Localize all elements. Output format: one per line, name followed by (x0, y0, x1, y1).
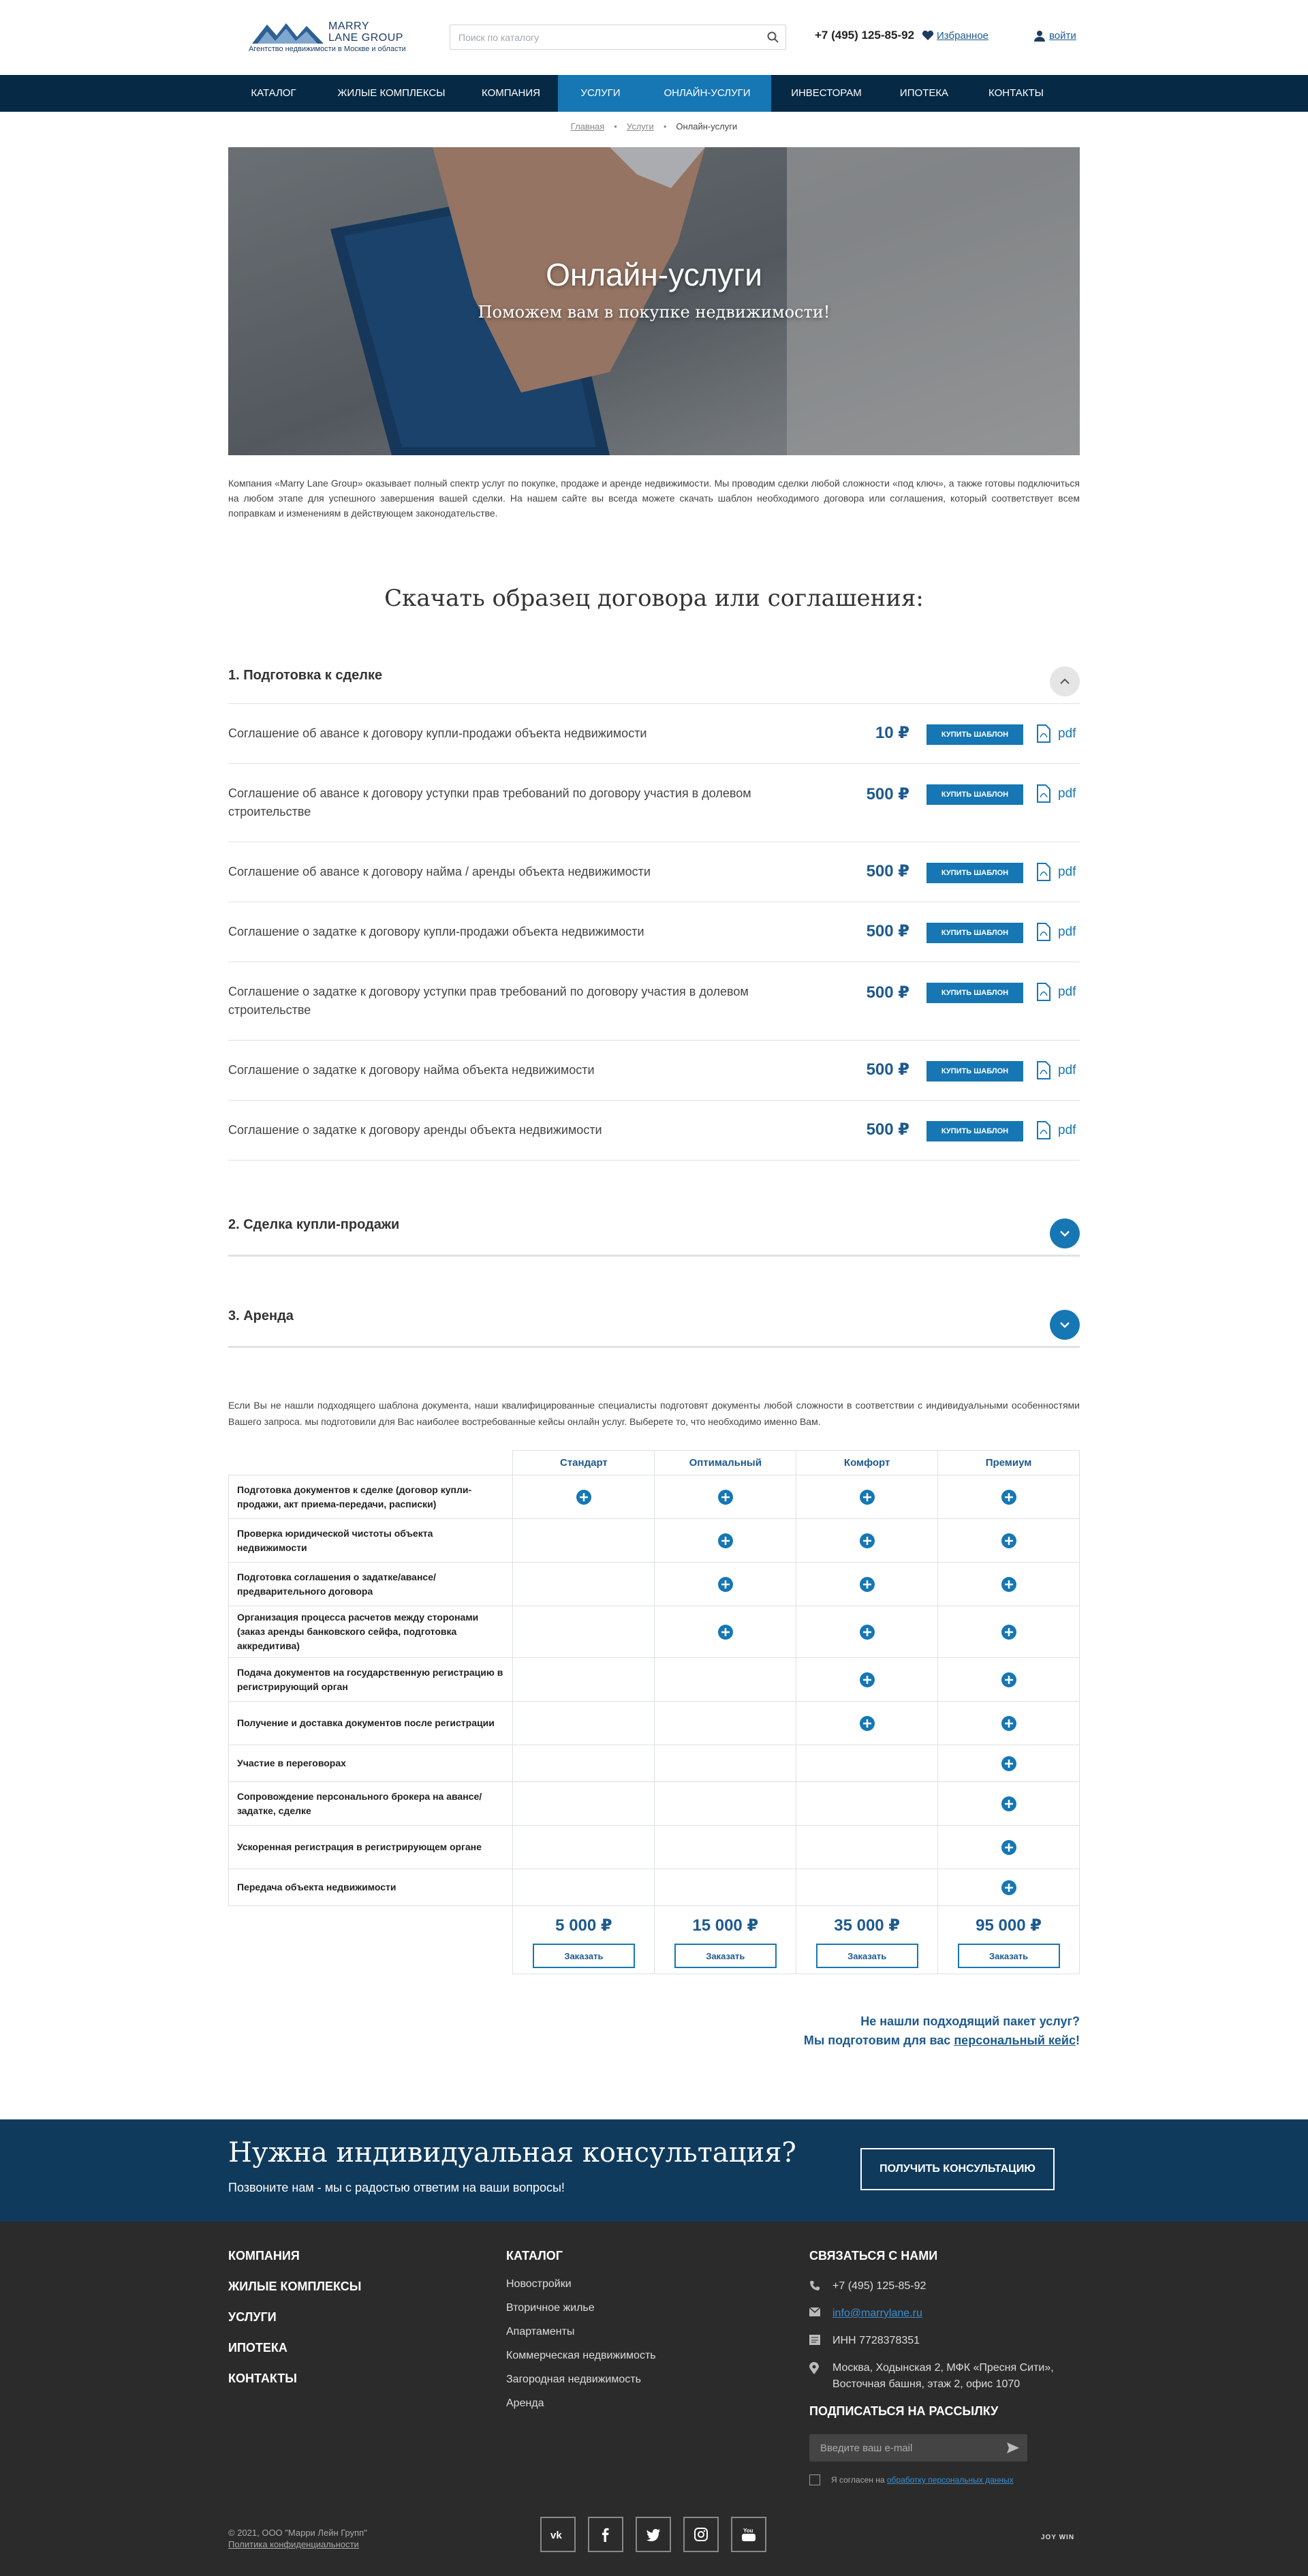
feature-cell (938, 1519, 1080, 1563)
social-links (540, 2517, 766, 2552)
document-price: 500 ₽ (866, 922, 909, 940)
logo-line1: MARRY (328, 20, 369, 32)
pdf-label: pdf (1058, 726, 1076, 741)
login-link[interactable] (1049, 30, 1076, 42)
nav-item-investors[interactable]: ИНВЕСТОРАМ (791, 87, 862, 99)
facebook-link[interactable] (588, 2517, 623, 2552)
header-phone[interactable]: +7 (495) 125-85-92 (815, 29, 915, 42)
logo-tagline: Агентство недвижимости в Москве и области (249, 45, 406, 53)
feature-cell (796, 1606, 938, 1658)
youtube-icon (741, 2527, 756, 2542)
order-button[interactable]: Заказать (533, 1944, 635, 1968)
feature-label: Сопровождение персонального брокера на авансе/задатке, сделке (229, 1782, 513, 1826)
feature-label: Проверка юридической чистоты объекта недвижимости (229, 1519, 513, 1563)
package-price: 5 000 ₽ (555, 1916, 612, 1935)
feature-cell (513, 1658, 655, 1702)
feature-cell (938, 1702, 1080, 1745)
package-price-cell (938, 1906, 1080, 1974)
footer-email[interactable]: info@marrylane.ru (832, 2307, 922, 2319)
copyright: © 2021, ООО "Марри Лейн Групп" (228, 2528, 367, 2538)
favorites-link[interactable] (937, 30, 988, 42)
search-icon[interactable] (767, 31, 779, 43)
privacy-policy-link[interactable]: Политика конфиденциальности (228, 2539, 359, 2549)
copyright-block (228, 2527, 367, 2550)
feature-cell (938, 1475, 1080, 1519)
feature-cell (513, 1782, 655, 1826)
footer-address: Москва, Ходынская 2, МФК «Пресня Сити», Восточная башня, этаж 2, офис 1070 (832, 2362, 1054, 2390)
feature-label: Организация процесса расчетов между сторонами (заказ аренды банковского сейфа, подготовка аккредитива) (229, 1606, 513, 1658)
phone-icon (809, 2280, 820, 2291)
instagram-icon (694, 2527, 708, 2542)
packages-note: Если Вы не нашли подходящего шаблона документа, наши квалифицированные специалисты подготовят документы любой сложности в соответствии с индивидуальными особенностями Вашего запроса. мы подготовили для Вас наиболее востребованные кейсы онлайн услуг. Выберете то, что необходимо именно Вам. (228, 1400, 1080, 1427)
footer-phone-row (809, 2278, 1082, 2295)
feature-label: Участие в переговорах (229, 1745, 513, 1782)
package-feature-row (229, 1606, 1080, 1658)
hero-subtitle: Поможем вам в покупке недвижимости! (478, 303, 830, 322)
feature-cell (796, 1519, 938, 1563)
feature-cell (796, 1869, 938, 1906)
logo[interactable] (249, 20, 405, 58)
document-name: Соглашение о задатке к договору уступки прав требований по договору участия в долевом строительстве (228, 985, 749, 1017)
logo-text (328, 20, 403, 44)
pdf-file-icon (1036, 983, 1051, 1001)
footer-inn: ИНН 7728378351 (832, 2335, 920, 2346)
feature-cell (513, 1606, 655, 1658)
feature-cell (655, 1606, 796, 1658)
feature-cell (796, 1563, 938, 1606)
included-plus-icon (1001, 1756, 1016, 1771)
footer-catalog-link[interactable]: Аренда (506, 2397, 544, 2409)
table-corner (229, 1451, 513, 1475)
included-plus-icon (1001, 1796, 1016, 1811)
pdf-label: pdf (1058, 925, 1076, 939)
svg-text:You: You (743, 2528, 753, 2534)
pdf-label: pdf (1058, 865, 1076, 879)
consent-text (831, 2475, 1014, 2485)
document-name: Соглашение об авансе к договору найма / аренды объекта недвижимости (228, 865, 651, 878)
feature-cell (513, 1702, 655, 1745)
send-icon[interactable] (1007, 2442, 1019, 2454)
intro-text: Компания «Marry Lane Group» оказывает полный спектр услуг по покупке, продаже и аренде недвижимости. Мы проводим сделки любой сложности «под ключ», а также готовы подключиться на любом этапе для успешного завершения вашей сделки. На нашем сайте вы всегда можете скачать шаблон необходимого договора или соглашения, который соответствует всем поправкам и изменениям в действующем законодательстве. (228, 478, 1080, 519)
buy-template-button[interactable]: КУПИТЬ ШАБЛОН (926, 724, 1023, 745)
footer-catalog-link[interactable]: Вторичное жилье (506, 2302, 595, 2314)
section-title: 2. Сделка купли-продажи (228, 1217, 400, 1232)
included-plus-icon (718, 1533, 733, 1548)
footer-link-complexes[interactable]: ЖИЛЫЕ КОМПЛЕКСЫ (228, 2280, 362, 2293)
footer-catalog-title: КАТАЛОГ (506, 2249, 563, 2263)
feature-label: Подача документов на государственную регистрацию в регистрирующий орган (229, 1658, 513, 1702)
site-footer (0, 2222, 1308, 2576)
pdf-label: pdf (1058, 985, 1076, 999)
privacy-data-link[interactable]: обработку персональных данных (886, 2475, 1014, 2485)
user-icon (1034, 30, 1045, 42)
package-feature-row (229, 1702, 1080, 1745)
pdf-file-icon (1036, 863, 1051, 881)
order-button[interactable]: Заказать (674, 1944, 777, 1968)
breadcrumb-current: Онлайн-услуги (676, 121, 738, 132)
document-price: 500 ₽ (866, 1120, 909, 1139)
not-found-line2 (228, 2031, 1080, 2050)
footer-catalog-link[interactable]: Новостройки (506, 2278, 572, 2290)
breadcrumb-services[interactable]: Услуги (626, 121, 654, 132)
footer-email-row (809, 2305, 1082, 2322)
consultation-banner (0, 2119, 1308, 2222)
document-row (228, 842, 1080, 902)
included-plus-icon (860, 1533, 875, 1548)
table-corner (229, 1906, 513, 1974)
breadcrumb-home[interactable]: Главная (570, 121, 605, 132)
footer-link-company[interactable]: КОМПАНИЯ (228, 2249, 300, 2263)
document-name: Соглашение об авансе к договору уступки прав требований по договору участия в долевом строительстве (228, 786, 751, 818)
not-found-punct: ! (1076, 2034, 1080, 2047)
included-plus-icon (1001, 1625, 1016, 1640)
svg-text:vk: vk (550, 2530, 562, 2541)
feature-cell (655, 1658, 796, 1702)
footer-address-row (809, 2360, 1082, 2393)
subscribe-title: ПОДПИСАТЬСЯ НА РАССЫЛКУ (809, 2404, 999, 2418)
included-plus-icon (718, 1577, 733, 1592)
package-header-premium: Премиум (938, 1451, 1080, 1475)
download-title: Скачать образец договора или соглашения: (384, 585, 924, 612)
consultation-title: Нужна индивидуальная консультация? (228, 2137, 796, 2168)
search-box (450, 25, 786, 50)
feature-cell (938, 1745, 1080, 1782)
feature-label: Подготовка соглашения о задатке/авансе/предварительного договора (229, 1563, 513, 1606)
youtube-link[interactable] (731, 2517, 766, 2552)
feature-cell (938, 1826, 1080, 1869)
document-price: 500 ₽ (866, 983, 909, 1002)
footer-link-mortgage[interactable]: ИПОТЕКА (228, 2341, 287, 2355)
not-found-text: Мы подготовим для вас (803, 2034, 954, 2047)
package-feature-row (229, 1658, 1080, 1702)
package-price-cell (513, 1906, 655, 1974)
nav-item-online-services[interactable]: ОНЛАЙН-УСЛУГИ (643, 75, 771, 112)
package-header-standard: Стандарт (513, 1451, 655, 1475)
included-plus-icon (576, 1490, 591, 1505)
package-feature-row (229, 1475, 1080, 1519)
breadcrumb: Главная • Услуги • Онлайн-услуги (570, 121, 738, 132)
package-header-comfort: Комфорт (796, 1451, 938, 1475)
get-consultation-button[interactable]: ПОЛУЧИТЬ КОНСУЛЬТАЦИЮ (860, 2148, 1055, 2190)
feature-cell (513, 1563, 655, 1606)
footer-phone[interactable]: +7 (495) 125-85-92 (832, 2280, 926, 2292)
packages-table (228, 1450, 1080, 1974)
instagram-link[interactable] (683, 2517, 719, 2552)
package-feature-row (229, 1745, 1080, 1782)
nav-item-catalog[interactable]: КАТАЛОГ (251, 87, 296, 99)
included-plus-icon (1001, 1533, 1016, 1548)
included-plus-icon (1001, 1672, 1016, 1687)
package-price: 95 000 ₽ (976, 1916, 1042, 1935)
footer-catalog-link[interactable]: Загородная недвижимость (506, 2374, 641, 2385)
favorites-label: Избранное (937, 30, 989, 42)
footer-link-services[interactable]: УСЛУГИ (228, 2310, 277, 2324)
included-plus-icon (1001, 1880, 1016, 1895)
feature-label: Передача объекта недвижимости (229, 1869, 513, 1906)
feature-cell (513, 1826, 655, 1869)
login-label: войти (1049, 30, 1076, 42)
nav-item-complexes[interactable]: ЖИЛЫЕ КОМПЛЕКСЫ (337, 87, 446, 99)
buy-template-button[interactable]: КУПИТЬ ШАБЛОН (926, 784, 1023, 805)
feature-cell (655, 1563, 796, 1606)
heart-icon (922, 30, 934, 41)
package-feature-row (229, 1519, 1080, 1563)
envelope-icon (809, 2307, 820, 2316)
package-header-optimal: Оптимальный (655, 1451, 796, 1475)
main-nav (0, 75, 1308, 112)
document-price: 500 ₽ (866, 862, 909, 880)
expand-button[interactable] (1050, 1310, 1080, 1340)
site-header (0, 0, 1308, 75)
twitter-link[interactable] (636, 2517, 671, 2552)
footer-main-links (228, 2249, 361, 2402)
package-feature-row (229, 1563, 1080, 1606)
buy-template-button[interactable]: КУПИТЬ ШАБЛОН (926, 923, 1023, 943)
included-plus-icon (860, 1672, 875, 1687)
pdf-file-icon (1036, 1121, 1051, 1139)
feature-cell (796, 1782, 938, 1826)
nav-item-services[interactable]: УСЛУГИ (558, 75, 643, 112)
feature-cell (796, 1702, 938, 1745)
feature-cell (796, 1475, 938, 1519)
feature-cell (655, 1475, 796, 1519)
document-name: Соглашение о задатке к договору найма объекта недвижимости (228, 1063, 595, 1077)
feature-label: Подготовка документов к сделке (договор купли-продажи, акт приема-передачи, расписки) (229, 1475, 513, 1519)
document-price: 500 ₽ (866, 1060, 909, 1079)
package-feature-row (229, 1782, 1080, 1826)
search-input[interactable] (450, 25, 750, 49)
vk-icon (550, 2527, 565, 2542)
feature-cell (938, 1658, 1080, 1702)
included-plus-icon (718, 1490, 733, 1505)
document-row (228, 1101, 1080, 1161)
order-button[interactable]: Заказать (816, 1944, 918, 1968)
feature-label: Ускоренная регистрация в регистрирующем органе (229, 1826, 513, 1869)
feature-cell (796, 1745, 938, 1782)
footer-link-contacts[interactable]: КОНТАКТЫ (228, 2372, 297, 2385)
nav-item-contacts[interactable]: КОНТАКТЫ (988, 87, 1044, 99)
vk-link[interactable] (540, 2517, 576, 2552)
chevron-up-icon (1059, 675, 1071, 688)
buy-template-button[interactable]: КУПИТЬ ШАБЛОН (926, 863, 1023, 883)
not-found-line1: Не нашли подходящий пакет услуг? (860, 2014, 1080, 2028)
chevron-down-icon (1059, 1319, 1071, 1331)
chevron-down-icon (1059, 1227, 1071, 1240)
document-icon (809, 2335, 820, 2345)
buy-template-button[interactable]: КУПИТЬ ШАБЛОН (926, 983, 1023, 1003)
section-title: 3. Аренда (228, 1308, 294, 1323)
feature-cell (655, 1745, 796, 1782)
section-title: 1. Подготовка к сделке (228, 668, 383, 683)
hero-title: Онлайн-услуги (546, 257, 762, 292)
nav-item-company[interactable]: КОМПАНИЯ (482, 87, 540, 99)
feature-cell (938, 1563, 1080, 1606)
pdf-file-icon (1036, 1061, 1051, 1079)
included-plus-icon (1001, 1490, 1016, 1505)
document-row (228, 902, 1080, 962)
feature-cell (513, 1475, 655, 1519)
package-price-cell (655, 1906, 796, 1974)
not-found-block (228, 2012, 1080, 2050)
feature-cell (655, 1826, 796, 1869)
hero-background-image (228, 147, 1080, 455)
consent-label: Я согласен на (831, 2475, 887, 2485)
feature-cell (513, 1519, 655, 1563)
consultation-subtitle: Позвоните нам - мы с радостью ответим на ваши вопросы! (228, 2181, 565, 2194)
developer-logo[interactable]: JOY WIN (1041, 2534, 1075, 2541)
expand-button[interactable] (1050, 1218, 1080, 1248)
buy-template-button[interactable]: КУПИТЬ ШАБЛОН (926, 1061, 1023, 1082)
order-button[interactable]: Заказать (958, 1944, 1060, 1968)
facebook-icon (598, 2527, 613, 2542)
document-row (228, 1041, 1080, 1101)
section-header[interactable] (228, 1213, 1080, 1257)
section-rent (228, 1304, 1080, 1348)
subscribe-form (809, 2434, 1027, 2462)
feature-cell (655, 1702, 796, 1745)
section-sale (228, 1213, 1080, 1257)
section-header[interactable] (228, 1304, 1080, 1348)
feature-cell (796, 1826, 938, 1869)
document-price: 500 ₽ (866, 785, 909, 803)
document-row (228, 962, 1080, 1041)
included-plus-icon (860, 1625, 875, 1640)
feature-cell (938, 1869, 1080, 1906)
section-preparation (228, 664, 1080, 1161)
logo-mountains-icon (252, 22, 324, 44)
included-plus-icon (1001, 1840, 1016, 1855)
feature-cell (513, 1745, 655, 1782)
logo-line2: LANE GROUP (328, 32, 403, 44)
section-header[interactable] (228, 664, 1080, 702)
package-price: 15 000 ₽ (692, 1916, 759, 1935)
feature-cell (513, 1869, 655, 1906)
footer-catalog-link[interactable]: Коммерческая недвижимость (506, 2350, 656, 2361)
package-price-cell (796, 1906, 938, 1974)
pdf-label: pdf (1058, 786, 1076, 801)
buy-template-button[interactable]: КУПИТЬ ШАБЛОН (926, 1121, 1023, 1141)
pdf-file-icon (1036, 784, 1051, 803)
footer-catalog (506, 2249, 656, 2421)
package-price: 35 000 ₽ (834, 1916, 901, 1935)
collapse-button[interactable] (1050, 666, 1080, 696)
nav-item-mortgage[interactable]: ИПОТЕКА (899, 87, 949, 99)
included-plus-icon (860, 1577, 875, 1592)
package-feature-row (229, 1826, 1080, 1869)
feature-cell (655, 1782, 796, 1826)
document-name: Соглашение об авансе к договору купли-продажи объекта недвижимости (228, 726, 647, 740)
document-name: Соглашение о задатке к договору купли-продажи объекта недвижимости (228, 925, 644, 938)
included-plus-icon (718, 1625, 733, 1640)
footer-contacts (809, 2249, 1082, 2404)
footer-inn-row (809, 2333, 1082, 2349)
document-name: Соглашение о задатке к договору аренды объекта недвижимости (228, 1123, 602, 1137)
included-plus-icon (1001, 1577, 1016, 1592)
feature-label: Получение и доставка документов после регистрации (229, 1702, 513, 1745)
location-pin-icon (809, 2362, 819, 2374)
feature-cell (655, 1869, 796, 1906)
pdf-file-icon (1036, 923, 1051, 941)
feature-cell (938, 1606, 1080, 1658)
footer-catalog-link[interactable]: Апартаменты (506, 2326, 575, 2337)
pdf-label: pdf (1058, 1123, 1076, 1137)
package-feature-row (229, 1869, 1080, 1906)
document-row (228, 704, 1080, 764)
footer-contact-title: СВЯЗАТЬСЯ С НАМИ (809, 2249, 938, 2263)
personal-case-link[interactable]: персональный кейс (954, 2034, 1076, 2047)
document-price: 10 ₽ (875, 724, 909, 742)
twitter-icon (646, 2527, 661, 2542)
hero-banner (228, 147, 1080, 455)
email-input[interactable] (809, 2434, 993, 2462)
pdf-label: pdf (1058, 1063, 1076, 1077)
feature-cell (938, 1782, 1080, 1826)
consent-checkbox[interactable] (809, 2474, 820, 2485)
feature-cell (655, 1519, 796, 1563)
included-plus-icon (860, 1716, 875, 1731)
included-plus-icon (1001, 1716, 1016, 1731)
document-row (228, 764, 1080, 842)
feature-cell (796, 1658, 938, 1702)
included-plus-icon (860, 1490, 875, 1505)
pdf-file-icon (1036, 724, 1051, 743)
